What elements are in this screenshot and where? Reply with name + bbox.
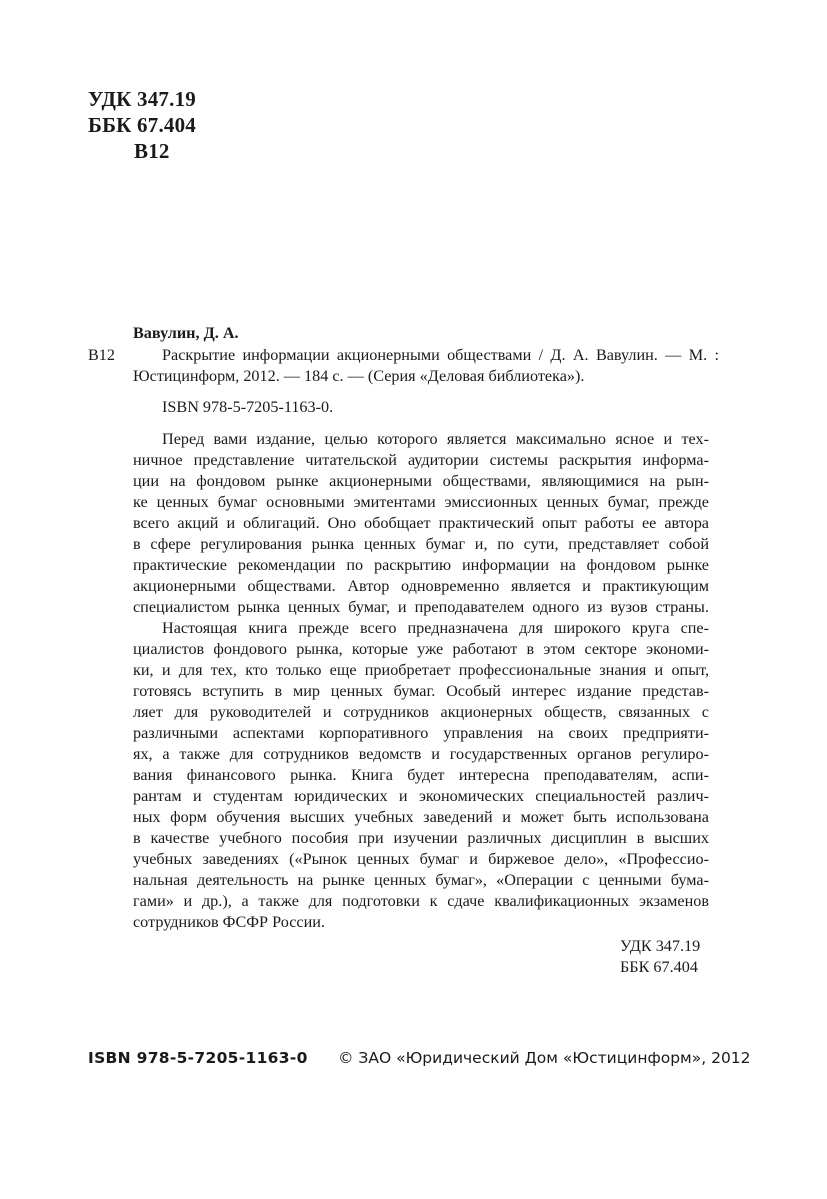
entry-isbn: ISBN 978-5-7205-1163-0.	[162, 398, 334, 416]
annotation-line: учебных заведениях («Рынок ценных бумаг и биржевое дело», «Профессио-	[133, 850, 709, 868]
annotation-line: вания финансового рынка. Книга будет интересна преподавателям, аспи-	[133, 766, 709, 784]
annotation-line: ляет для руководителей и сотрудников акционерных обществ, связанных с	[133, 703, 709, 721]
annotation-line: ях, а также для сотрудников ведомств и государственных органов регулиро-	[133, 745, 709, 763]
annotation-line: практические рекомендации по раскрытию информации на фондовом рынке	[133, 556, 709, 574]
author-code-header: В12	[134, 139, 170, 163]
bbk-classification: ББК 67.404	[620, 958, 698, 976]
bbk-header: ББК 67.404	[88, 113, 196, 137]
annotation-line: акционерными обществами. Автор одновременно является и практикующим	[133, 577, 709, 595]
annotation-line: рантам и студентам юридических и экономических специальностей различ-	[133, 787, 709, 805]
udk-header: УДК 347.19	[88, 87, 196, 111]
author-name: Вавулин, Д. А.	[133, 324, 239, 342]
annotation-line: ничное представление читательской аудитории системы раскрытия информа-	[133, 451, 709, 469]
annotation-line: в сфере регулирования рынка ценных бумаг и, по сути, представляет собой	[133, 535, 709, 553]
copyright-notice: © ЗАО «Юридический Дом «Юстицинформ», 2012	[338, 1049, 751, 1067]
footer-isbn: ISBN 978-5-7205-1163-0	[88, 1049, 308, 1067]
annotation-line: гами» и др.), а также для подготовки к сдаче квалификационных экзаменов	[133, 892, 709, 910]
annotation-line: в качестве учебного пособия при изучении различных дисциплин в высших	[133, 829, 709, 847]
annotation-line: циалистов фондового рынка, которые уже работают в этом секторе экономи-	[133, 640, 709, 658]
annotation-line: различными аспектами корпоративного управления на своих предприяти-	[133, 724, 709, 742]
annotation-line: специалистом рынка ценных бумаг, и преподавателем одного из вузов страны.	[133, 598, 709, 616]
title-line-2: Юстицинформ, 2012. — 184 с. — (Серия «Деловая библиотека»).	[133, 367, 585, 385]
annotation-line: нальная деятельность на рынке ценных бумаг», «Операции с ценными бума-	[133, 871, 709, 889]
author-code: В12	[88, 346, 115, 364]
annotation-line: ных форм обучения высших учебных заведений и может быть использована	[133, 808, 709, 826]
annotation-line: готовясь вступить в мир ценных бумаг. Особый интерес издание представ-	[133, 682, 709, 700]
annotation-line: всего акций и облигаций. Оно обобщает практический опыт работы ее автора	[133, 514, 709, 532]
annotation-line: ции на фондовом рынке акционерными обществами, являющимися на рын-	[133, 472, 709, 490]
annotation-line: Перед вами издание, целью которого является максимально ясное и тех-	[162, 430, 709, 448]
title-line-1: Раскрытие информации акционерными обществами / Д. А. Вавулин. — М. :	[162, 346, 719, 364]
annotation-line: Настоящая книга прежде всего предназначена для широкого круга спе-	[162, 619, 709, 637]
udk-classification: УДК 347.19	[620, 937, 701, 955]
annotation-line: сотрудников ФСФР России.	[133, 913, 325, 931]
annotation-line: ки, и для тех, кто только еще приобретает профессиональные знания и опыт,	[133, 661, 709, 679]
annotation-line: ке ценных бумаг основными эмитентами эмиссионных ценных бумаг, прежде	[133, 493, 709, 511]
